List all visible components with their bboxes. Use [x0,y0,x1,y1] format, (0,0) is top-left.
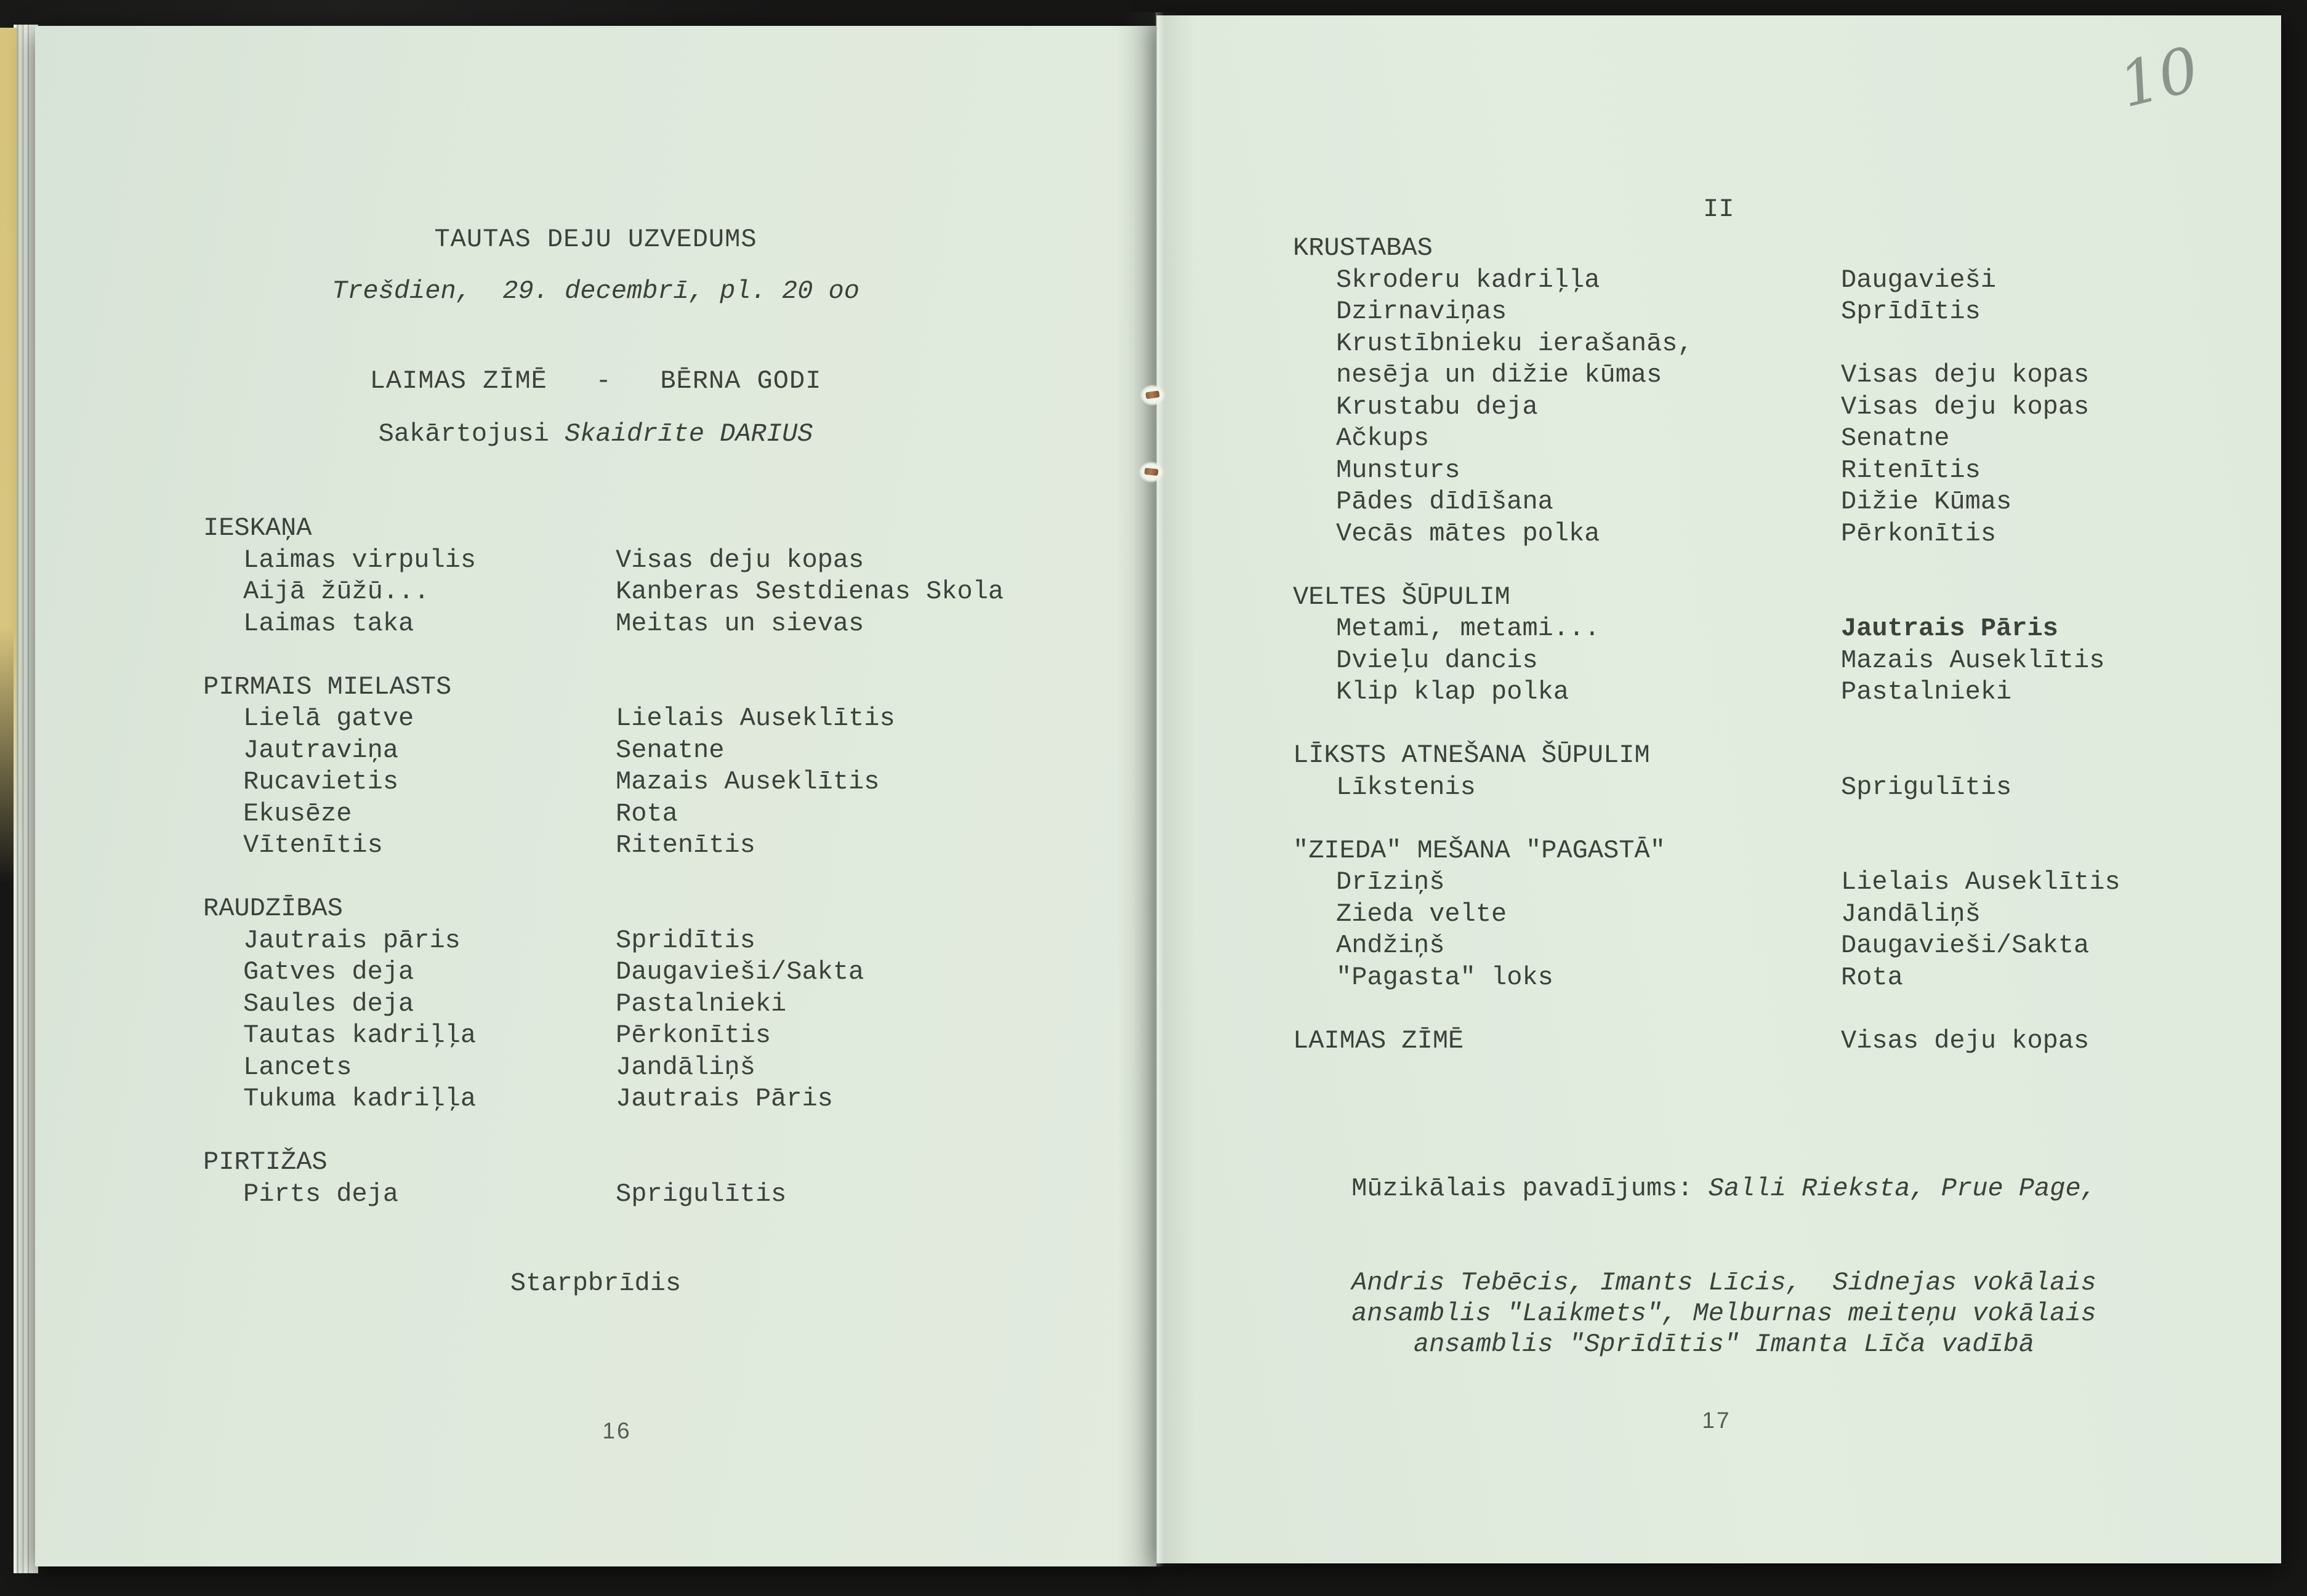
program-row [203,1020,1114,1052]
program-row [203,703,1114,735]
program-row [1293,772,2241,804]
group-name: Daugavieši/Sakta [616,957,864,987]
section-heading: PIRMAIS MIELASTS [203,672,452,702]
right-page [1156,15,2281,1563]
dance-name: Vītenītis [243,830,383,860]
group-name: Ritenītis [1841,455,1981,485]
dance-name: Dvieļu dancis [1336,645,1538,675]
section-heading-line [1293,740,2241,772]
program-row [1293,867,2241,899]
dance-name: Laimas virpulis [243,545,477,575]
byline-label: Sakārtojusi [378,419,565,449]
dance-name: Andžiņš [1336,931,1445,960]
program-section [203,893,1114,1115]
intermission-label: Starpbrīdis [510,1269,682,1298]
group-name: Pastalnieki [616,988,787,1019]
section-heading: PIRTIŽAS [203,1147,328,1177]
credits-line: Andris Tebēcis, Imants Līcis, Sidnejas vokālais [1351,1268,2096,1297]
program-section [1293,1025,2241,1057]
program-row [203,925,1114,957]
group-name: Visas deju kopas [1841,391,2090,422]
section-heading-line [203,1147,1114,1179]
group-name: Mazais Auseklītis [616,767,880,796]
program-row [1293,359,2241,391]
credits-lines [1311,1267,2136,1360]
page-edge-stack [14,25,38,1573]
group-name: Spridītis [616,925,755,955]
dance-name: Lielā gatve [243,704,414,733]
book-spine-fold [1156,12,1157,1566]
group-name: Jandāliņš [616,1052,755,1082]
credits-label: Mūzikālais pavadījums: [1351,1174,1709,1203]
group-name: Senatne [1841,423,1950,453]
credits-line [1311,1173,2136,1204]
program-title: TAUTAS DEJU UZVEDUMS [434,225,757,254]
program-row [203,830,1114,862]
program-section [203,513,1114,640]
section-heading: IESKAŅA [203,513,312,543]
dance-name: Skroderu kadriļļa [1336,265,1600,295]
group-name: Meitas un sievas [616,608,864,638]
program-section [1293,740,2241,803]
group-name: Lielais Auseklītis [616,704,895,733]
dance-name: Laimas taka [243,608,414,638]
section-heading: RAUDZĪBAS [203,894,343,923]
dance-name: Gatves deja [243,957,414,987]
program-row [203,576,1114,608]
staple-wire [1144,468,1158,476]
group-name: Pērkonītis [1841,518,1997,548]
dance-name: Jautrais pāris [243,925,461,955]
program-row [1293,930,2241,962]
section-heading-line [1293,1025,2241,1057]
group-name: Lielais Auseklītis [1841,867,2120,897]
program-row [203,798,1114,830]
program-row [203,1052,1114,1084]
staple-icon [1139,462,1164,483]
section-heading: LAIMAS ZĪMĒ [1293,1025,1464,1056]
handwritten-note: 10 [2112,33,2206,122]
credits-line1-rest: Salli Rieksta, Prue Page, [1708,1174,2096,1203]
dance-name: Tautas kadriļļa [243,1021,477,1050]
section-heading-line [1293,582,2241,614]
group-name: Jandāliņš [1841,899,1981,929]
byline-name: Skaidrīte DARIUS [565,419,813,449]
dance-name: Pādes dīdīšana [1336,487,1553,516]
group-name: Mazais Auseklītis [1841,645,2105,675]
credits-line: ansamblis "Laikmets", Melburnas meiteņu vokālais [1351,1299,2096,1328]
section-heading-line [203,893,1114,925]
dance-name: Rucavietis [243,767,399,796]
dance-name: Pirts deja [243,1179,399,1209]
group-name: Kanberas Sestdienas Skola [616,577,1004,606]
program-row [1293,613,2241,645]
program-row [1293,423,2241,455]
section-heading: KRUSTABAS [1293,233,1433,263]
credits-block [1311,1110,2136,1423]
credits-line: ansamblis "Sprīdītis" Imanta Līča vadībā [1413,1329,2035,1359]
dance-name: Aijā žūžū... [243,577,430,606]
program-row [1293,518,2241,550]
group-name: Ritenītis [616,830,755,860]
dance-name: Ačkups [1336,423,1430,453]
section-heading: LĪKSTS ATNEŠANA ŠŪPULIM [1293,740,1650,770]
dance-name: Krustabu deja [1336,391,1538,422]
program-row [1293,899,2241,931]
program-row [203,735,1114,767]
dance-name: Jautraviņa [243,735,399,765]
byline [35,419,1156,451]
dance-name: Dzirnaviņas [1336,297,1507,326]
page-number-right: 17 [1702,1408,1731,1433]
program-row [1293,265,2241,297]
dance-name: Drīziņš [1336,867,1445,897]
program-section [1293,835,2241,994]
dance-name: Vecās mātes polka [1336,518,1600,548]
group-name: Rota [616,798,678,828]
section-heading-line [1293,835,2241,867]
group-name: Sprigulītis [1841,772,2012,802]
staple-icon [1140,385,1165,406]
program-row [203,608,1114,640]
group-name: Rota [1841,962,1903,992]
group-name: Sprigulītis [616,1179,787,1209]
program-row [1293,296,2241,328]
program-section [203,1147,1114,1210]
page-number-left: 16 [602,1418,632,1443]
section-heading: "ZIEDA" MEŠANA "PAGASTĀ" [1293,835,1665,865]
group-name: Senatne [616,735,725,765]
left-program-sections [203,513,1114,1242]
group-name: Daugavieši [1841,265,1997,295]
program-date: Trešdien, 29. decembrī, pl. 20 oo [332,276,860,306]
group-name: Daugavieši/Sakta [1841,931,2090,960]
program-row [203,1179,1114,1211]
dance-name: "Pagasta" loks [1336,962,1553,992]
underlying-page-edge [0,28,17,883]
left-page [35,26,1156,1566]
section-heading-line [1293,233,2241,265]
group-name: Pērkonītis [616,1021,771,1050]
program-row [1293,455,2241,487]
program-row [203,766,1114,798]
dance-name: Līkstenis [1336,772,1476,802]
group-name: Dižie Kūmas [1841,487,2012,516]
program-row [1293,962,2241,994]
dance-name: Saules deja [243,988,414,1019]
dance-name: Ekusēze [243,798,352,828]
program-section [203,672,1114,862]
program-section [1293,582,2241,708]
program-row [1293,486,2241,518]
program-row [203,1083,1114,1115]
part-label: II [1703,194,1734,224]
dance-name: Lancets [243,1052,352,1082]
dance-name: Klip klap polka [1336,677,1569,707]
group-name: Jautrais Pāris [1841,614,2058,643]
program-row [203,956,1114,988]
dance-name: Tukuma kadriļļa [243,1084,477,1113]
program-row [203,545,1114,577]
dance-name: nesēja un dižie kūmas [1336,360,1662,390]
dance-name: Krustībnieku ierašanās, [1336,328,1693,358]
section-heading-line [203,672,1114,704]
group-name: Pastalnieki [1841,677,2012,707]
program-section [1293,233,2241,550]
program-row [1293,645,2241,677]
group-name: Visas deju kopas [1841,360,2090,390]
right-program-sections [1293,233,2241,1089]
program-row [203,988,1114,1021]
dance-name: Metami, metami... [1336,614,1600,643]
group-name: Jautrais Pāris [616,1084,833,1113]
section-heading-line [203,513,1114,545]
dance-name: Zieda velte [1336,899,1507,929]
program-row [1293,328,2241,360]
group-name: Visas deju kopas [616,545,864,575]
section-heading: VELTES ŠŪPULIM [1293,582,1510,612]
group-name: Visas deju kopas [1841,1025,2090,1056]
program-row [1293,676,2241,708]
staple-wire [1145,391,1159,399]
program-row [1293,391,2241,423]
program-subtitle: LAIMAS ZĪMĒ - BĒRNA GODI [369,366,822,396]
group-name: Sprīdītis [1841,297,1981,326]
dance-name: Munsturs [1336,455,1460,485]
